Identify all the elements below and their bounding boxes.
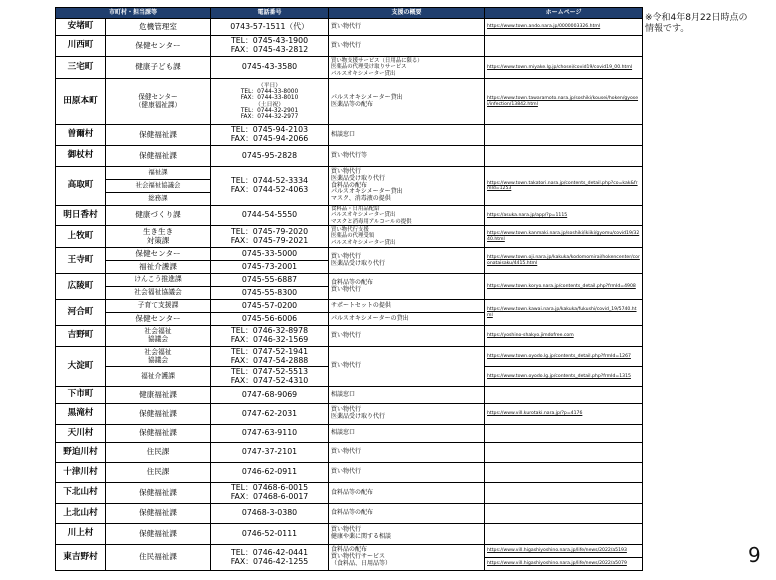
- municipality-name: 安堵町: [56, 19, 106, 36]
- homepage-link[interactable]: https://www.town.koryo.nara.jp/contents_detail.php?frmId=4908: [487, 283, 636, 289]
- department-name: 危機管理室: [106, 19, 211, 36]
- support-table: [55, 7, 643, 571]
- municipality-name: 王寺町: [56, 248, 106, 274]
- homepage-link[interactable]: https://asuka.nara.jp/app/?p=1115: [487, 212, 568, 218]
- header-homepage: ホームページ: [485, 8, 643, 19]
- municipality-name: 三宅町: [56, 57, 106, 79]
- support-summary: 食料品等の配布: [329, 504, 485, 524]
- phone-number: 0745-57-0200: [211, 300, 329, 313]
- homepage-link-cell: [485, 387, 643, 404]
- municipality-name: 高取町: [56, 167, 106, 206]
- phone-number: 0745-55-8300: [211, 287, 329, 300]
- department-name: 健康子ども課: [106, 57, 211, 79]
- phone-number: TEL：0744-52-3334 FAX：0744-52-4063: [211, 167, 329, 206]
- homepage-link[interactable]: https://www.town.oyodo.lg.jp/contents_detail.php?frmId=1315: [487, 373, 631, 379]
- homepage-link-cell: [485, 483, 643, 504]
- municipality-name: 河合町: [56, 300, 106, 326]
- header-municipality: 市町村・担当課等: [56, 8, 211, 19]
- date-note: ※令和4年8月22日時点の 情報です。: [645, 13, 748, 35]
- table-row: [56, 387, 643, 404]
- department-name: 保健センター: [106, 248, 211, 261]
- municipality-name: 天川村: [56, 425, 106, 443]
- department-name: 社会福祉 協議会: [106, 347, 211, 367]
- homepage-link[interactable]: https://www.town.miyake.lg.jp/chosei/covid19/covid19_00.html: [487, 64, 633, 70]
- homepage-link-cell: [485, 36, 643, 57]
- support-summary: 買い物代行等: [329, 146, 485, 167]
- municipality-name: 上牧町: [56, 226, 106, 248]
- homepage-link-cell: [485, 558, 643, 571]
- support-summary: 食料品等の配布: [329, 483, 485, 504]
- header-phone: 電話番号: [211, 8, 329, 19]
- table-row: [56, 125, 643, 146]
- table-row: [56, 19, 643, 36]
- department-name: 保健福祉課: [106, 483, 211, 504]
- municipality-name: 御杖村: [56, 146, 106, 167]
- support-summary: 買い物代行 医薬品受け取り代行 食料品の配布 パルスオキシメーター貸出 マスク、消毒液の提供: [329, 167, 485, 206]
- municipality-name: 下北山村: [56, 483, 106, 504]
- homepage-link-cell: [485, 545, 643, 558]
- homepage-link-cell: [485, 300, 643, 326]
- support-summary: 食料品の配布 買い物代行サービス （食料品、日用品等）: [329, 545, 485, 571]
- table-row: [56, 326, 643, 347]
- homepage-link-cell: [485, 463, 643, 483]
- support-summary: 食料品等の配布 買い物代行: [329, 274, 485, 300]
- phone-number: 0747-62-2031: [211, 404, 329, 425]
- support-summary: 買い物代行: [329, 19, 485, 36]
- table-row: [56, 57, 643, 79]
- support-summary: 買い物支援サービス（日用品に限る） 医薬品の代理受け取りサービス パルスオキシメーター貸出: [329, 57, 485, 79]
- table-row: [56, 300, 643, 313]
- phone-number: 0745-55-6887: [211, 274, 329, 287]
- support-summary: サポートセットの提供: [329, 300, 485, 313]
- support-summary: パルスオキシメーターの貸出: [329, 313, 485, 326]
- table-row: [56, 146, 643, 167]
- department-name: 社会福祉協議会: [106, 180, 211, 193]
- support-summary: 買い物代行: [329, 463, 485, 483]
- department-name: 保健福祉課: [106, 425, 211, 443]
- homepage-link-cell: [485, 248, 643, 274]
- homepage-link[interactable]: https://www.vill.kurotaki.nara.jp/?p=4176: [487, 411, 583, 417]
- homepage-link-cell: [485, 167, 643, 206]
- phone-number: 0746-52-0111: [211, 524, 329, 545]
- phone-number: 0745-95-2828: [211, 146, 329, 167]
- department-name: 保健福祉課: [106, 125, 211, 146]
- homepage-link[interactable]: https://www.vill.higashiyoshino.nara.jp/life/news/2022/a5079: [487, 561, 627, 567]
- department-name: 保健福祉課: [106, 504, 211, 524]
- homepage-link-cell: [485, 347, 643, 367]
- table-row: [56, 248, 643, 261]
- table-row: [56, 206, 643, 226]
- department-name: 福祉介護課: [106, 367, 211, 387]
- phone-number: TEL：0746-42-0441 FAX：0746-42-1255: [211, 545, 329, 571]
- municipality-name: 東吉野村: [56, 545, 106, 571]
- homepage-link-cell: [485, 57, 643, 79]
- support-summary: 相談窓口: [329, 387, 485, 404]
- support-summary: 買い物代行 医薬品受け取り代行: [329, 248, 485, 274]
- homepage-link-cell: [485, 524, 643, 545]
- table-row: [56, 167, 643, 180]
- department-name: 住民課: [106, 443, 211, 463]
- support-summary: 買い物代行: [329, 443, 485, 463]
- support-summary: 買い物代行支援 医薬品の代理受領 パルスオキシメーター貸出: [329, 226, 485, 248]
- municipality-name: 明日香村: [56, 206, 106, 226]
- phone-number: TEL：0745-94-2103 FAX：0745-94-2066: [211, 125, 329, 146]
- table-row: [56, 504, 643, 524]
- municipality-name: 上北山村: [56, 504, 106, 524]
- municipality-name: 広陵町: [56, 274, 106, 300]
- municipality-name: 吉野町: [56, 326, 106, 347]
- homepage-link-cell: [485, 404, 643, 425]
- homepage-link-cell: [485, 504, 643, 524]
- homepage-link-cell: [485, 367, 643, 387]
- phone-number: TEL：0746-32-8978 FAX：0746-32-1569: [211, 326, 329, 347]
- phone-number: TEL：0745-79-2020 FAX：0745-79-2021: [211, 226, 329, 248]
- phone-number: 0745-33-5000: [211, 248, 329, 261]
- table-row: [56, 524, 643, 545]
- municipality-name: 十津川村: [56, 463, 106, 483]
- department-name: 住民課: [106, 463, 211, 483]
- department-name: 保健センター: [106, 36, 211, 57]
- department-name: 健康福祉課: [106, 387, 211, 404]
- phone-number: TEL：0747-52-1941 FAX：0747-54-2888: [211, 347, 329, 367]
- department-name: けんこう推進課: [106, 274, 211, 287]
- department-name: 福祉課: [106, 167, 211, 180]
- support-summary: 買い物代行: [329, 36, 485, 57]
- phone-number: 0746-62-0911: [211, 463, 329, 483]
- department-name: 保健センター: [106, 313, 211, 326]
- department-name: 子育て支援課: [106, 300, 211, 313]
- municipality-name: 大淀町: [56, 347, 106, 387]
- table-row: [56, 443, 643, 463]
- phone-number: （平日） TEL：0744-33-8000 FAX：0744-33-8010 （土日祝） TEL：0744-32-2901 FAX：0744-32-2977: [211, 79, 329, 125]
- homepage-link-cell: [485, 425, 643, 443]
- phone-number: 0747-37-2101: [211, 443, 329, 463]
- homepage-link[interactable]: https://www.town.kawai.nara.jp/kakuka/fukushi/covid_19/5740.html: [487, 307, 637, 318]
- table-row: [56, 226, 643, 248]
- department-name: 住民福祉課: [106, 545, 211, 571]
- municipality-name: 川西町: [56, 36, 106, 57]
- department-name: 生き生き 対策課: [106, 226, 211, 248]
- phone-number: TEL：0747-52-5513 FAX：0747-52-4310: [211, 367, 329, 387]
- department-name: 社会福祉 協議会: [106, 326, 211, 347]
- homepage-link[interactable]: https://www.vill.higashiyoshino.nara.jp/life/news/2022/a5193: [487, 548, 627, 554]
- support-summary: 相談窓口: [329, 125, 485, 146]
- support-summary: 相談窓口: [329, 425, 485, 443]
- phone-number: 07468-3-0380: [211, 504, 329, 524]
- homepage-link-cell: [485, 19, 643, 36]
- municipality-name: 川上村: [56, 524, 106, 545]
- phone-number: 0743-57-1511（代）: [211, 19, 329, 36]
- phone-number: TEL：0745-43-1900 FAX：0745-43-2812: [211, 36, 329, 57]
- homepage-link[interactable]: https://www.town.oji.nara.jp/kakuka/kodomomirai/hokencenter/coronataisaku/4415.html: [487, 255, 640, 266]
- homepage-link-cell: [485, 206, 643, 226]
- homepage-link-cell: [485, 125, 643, 146]
- table-row: [56, 404, 643, 425]
- homepage-link[interactable]: https://www.town.kanmaki.nara.jp/soshiki/ikiiki/gyomu/covid19/3240.html: [487, 231, 640, 242]
- municipality-name: 野迫川村: [56, 443, 106, 463]
- header-summary: 支援の概要: [329, 8, 485, 19]
- homepage-link-cell: [485, 326, 643, 347]
- homepage-link[interactable]: https://www.town.ando.nara.jp/0000003326.html: [487, 24, 601, 30]
- municipality-name: 曽爾村: [56, 125, 106, 146]
- support-summary: 買い物代行 医薬品受け取り代行: [329, 404, 485, 425]
- homepage-link[interactable]: https://www.town.tawaramoto.nara.jp/soshiki/kousei/hoken/gyosei/infection/13842.html: [487, 96, 639, 107]
- table-row: [56, 36, 643, 57]
- homepage-link-cell: [485, 274, 643, 300]
- table-row: [56, 425, 643, 443]
- department-name: 保健福祉課: [106, 146, 211, 167]
- homepage-link[interactable]: https://www.town.oyodo.lg.jp/contents_detail.php?frmId=1267: [487, 353, 631, 359]
- homepage-link-cell: [485, 226, 643, 248]
- department-name: 福祉介護課: [106, 261, 211, 274]
- municipality-name: 田原本町: [56, 79, 106, 125]
- table-row: [56, 79, 643, 125]
- table-row: [56, 347, 643, 367]
- homepage-link-cell: [485, 146, 643, 167]
- department-name: 保健福祉課: [106, 404, 211, 425]
- support-summary: 食料品・日用品配給 パルスオキシメーター貸出 マスクと消毒用アルコールの提供: [329, 206, 485, 226]
- phone-number: 0744-54-5550: [211, 206, 329, 226]
- department-name: 総務課: [106, 193, 211, 206]
- table-row: [56, 483, 643, 504]
- homepage-link-cell: [485, 79, 643, 125]
- support-summary: 買い物代行: [329, 347, 485, 387]
- support-summary: 買い物代行: [329, 326, 485, 347]
- municipality-name: 黒滝村: [56, 404, 106, 425]
- municipality-name: 下市町: [56, 387, 106, 404]
- department-name: 保健福祉課: [106, 524, 211, 545]
- phone-number: TEL：07468-6-0015 FAX：07468-6-0017: [211, 483, 329, 504]
- phone-number: 0745-43-3580: [211, 57, 329, 79]
- table-row: [56, 545, 643, 558]
- department-name: 社会福祉協議会: [106, 287, 211, 300]
- phone-number: 0745-56-6006: [211, 313, 329, 326]
- phone-number: 0747-68-9069: [211, 387, 329, 404]
- table-row: [56, 274, 643, 287]
- phone-number: 0747-63-9110: [211, 425, 329, 443]
- department-name: 健康づくり課: [106, 206, 211, 226]
- homepage-link[interactable]: https://www.town.takatori.nara.jp/contents_detail.php?co=kak&frmId=1253: [487, 180, 638, 191]
- support-summary: 買い物代行 健康や薬に関する相談: [329, 524, 485, 545]
- table-header-row: [56, 8, 643, 19]
- phone-number: 0745-73-2001: [211, 261, 329, 274]
- homepage-link-cell: [485, 443, 643, 463]
- page-number: 9: [748, 543, 761, 567]
- department-name: 保健センター （健康福祉課）: [106, 79, 211, 125]
- homepage-link[interactable]: https://yoshino-shakyo.jimdofree.com: [487, 333, 574, 339]
- support-summary: パルスオキシメーター貸出 医薬品等の配布: [329, 79, 485, 125]
- table-row: [56, 463, 643, 483]
